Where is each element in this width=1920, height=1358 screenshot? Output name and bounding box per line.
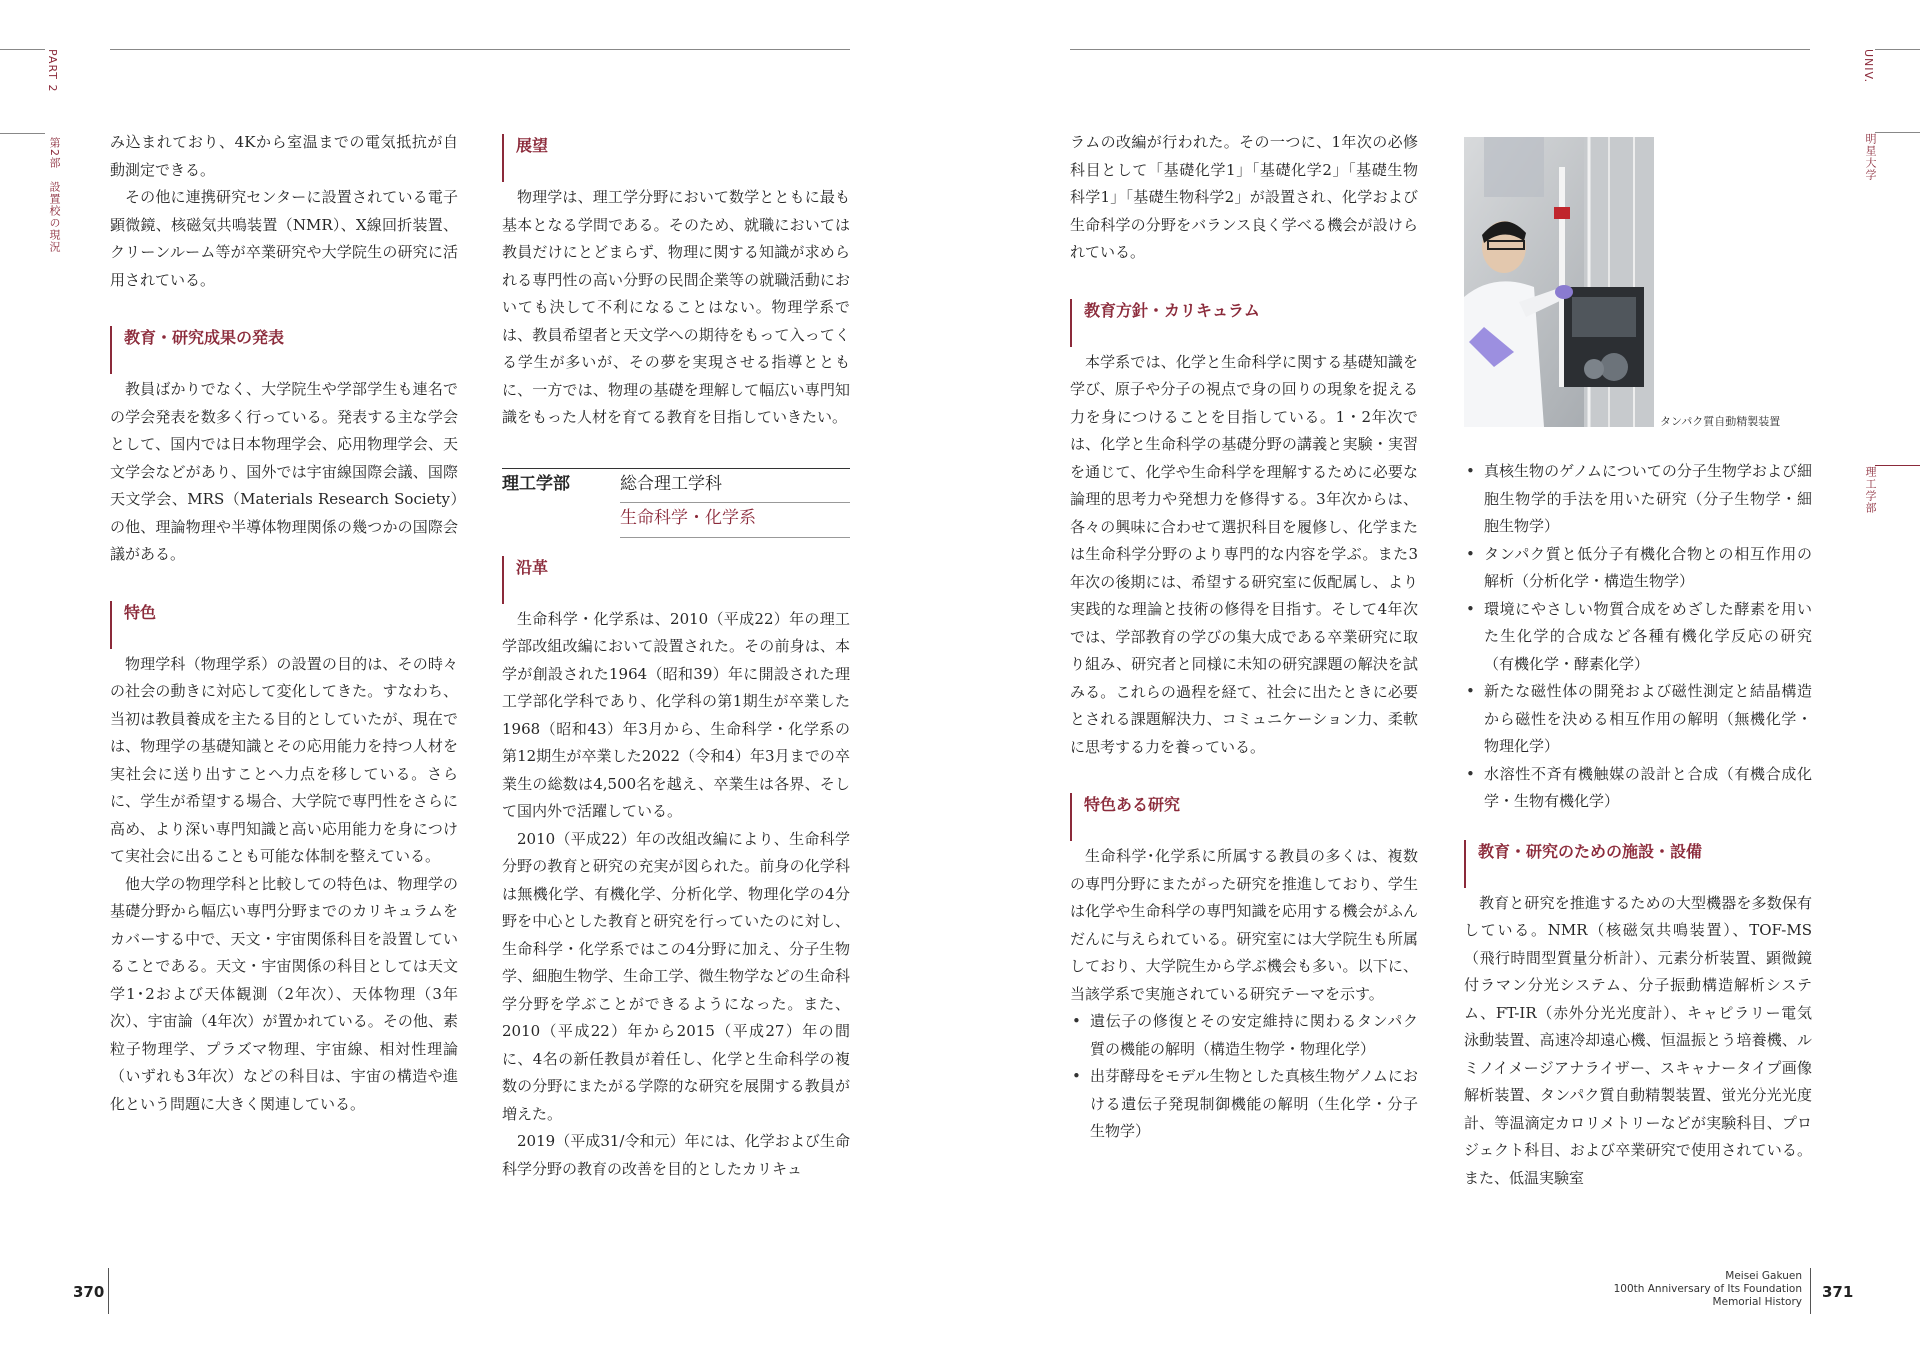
column-3 xyxy=(1070,129,1418,1146)
heading-history: 沿革 xyxy=(502,556,850,580)
column-1 xyxy=(110,129,458,1118)
list-item: • 環境にやさしい物質合成をめざした酵素を用いた生化学的合成など各種有機化学反応の研究（有機化学・酵素化学） xyxy=(1464,596,1812,679)
top-rule-left xyxy=(110,49,850,50)
footer-line-2: 100th Anniversary of Its Foundation xyxy=(1613,1283,1802,1295)
side-tick-right-top xyxy=(1875,49,1920,50)
lab-photo xyxy=(1464,137,1654,427)
paragraph-continued: ラムの改編が行われた。その一つに、1年次の必修科目として「基礎化学1」「基礎化学2」「基礎生物科学1」「基礎生物科学2」が設置され、化学および生命科学の分野をバランス良く学べる機会が設けられている。 xyxy=(1070,133,1418,261)
heading-policy: 教育方針・カリキュラム xyxy=(1070,299,1418,323)
dept-program: 生命科学・化学系 xyxy=(620,503,850,538)
paragraph-history-2: 2010（平成22）年の改組改編により、生命科学分野の教育と研究の充実が図られた。前身の化学科は無機化学、有機化学、分析化学、物理化学の4分野を中心とした教育と研究を行っていたのに対し、生命科学・化学系ではこの4分野に加え、分子生物学、細胞生物学、生命工学、微生物学などの生命科学分野を学ぶことができるようになった。また、2010（平成22）年から2015（平成27）年の間に、4名の新任教員が着任し、化学と生命科学の複数の分野にまたがる学際的な研究を展開する教員が増えた。 xyxy=(502,829,850,1123)
footer-line-3: Memorial History xyxy=(1712,1296,1802,1308)
univ-label: UNIV. xyxy=(1862,49,1875,84)
heading-research: 特色ある研究 xyxy=(1070,793,1418,817)
lab-photo-image xyxy=(1464,137,1654,427)
heading-presentation: 教育・研究成果の発表 xyxy=(110,326,458,350)
photo-caption: タンパク質自動精製装置 xyxy=(1660,415,1781,428)
dept-faculty: 理工学部 xyxy=(502,468,620,537)
paragraph-features-2: 他大学の物理学科と比較しての特色は、物理学の基礎分野から幅広い専門分野までのカリキュラムをカバーする中で、天文・宇宙関係科目を設置していることである。天文・宇宙関係の科目としては天文学1･2および天体観測（2年次）、天体物理（3年次）、宇宙論（4年次）が置かれている。その他、素粒子物理学、プラズマ物理、宇宙線、相対性理論（いずれも3年次）などの科目は、宇宙の構造や進化という問題に大きく関連している。 xyxy=(110,874,458,1113)
paragraph-outlook: 物理学は、理工学分野において数学とともに最も基本となる学問である。そのため、就職においては教員だけにとどまらず、物理に関する知識が求められる専門性の高い分野の民間企業等の就職活動においても決して不利になることはない。物理学系では、教員希望者と天文学への期待をもって入ってくる学生が多いが、その夢を実現させる指導とともに、一方では、物理の基礎を理解して幅広い専門知識をもった人材を育てる教育を目指していきたい。 xyxy=(502,188,850,426)
footer-book-title xyxy=(1614,1270,1802,1309)
paragraph-research: 生命科学･化学系に所属する教員の多くは、複数の専門分野にまたがった研究を推進しており、学生は化学や生命科学の専門知識を応用する機会がふんだんに与えられている。研究室には大学院生も所属しており、大学院生から学ぶ機会も多い。以下に、当該学系で実施されている研究テーマを示す。 xyxy=(1070,847,1418,1003)
column-4 xyxy=(1464,458,1812,1192)
research-list-1 xyxy=(1070,1008,1418,1146)
heading-facilities: 教育・研究のための施設・設備 xyxy=(1464,840,1812,864)
paragraph-features-1: 物理学科（物理学系）の設置の目的は、その時々の社会の動きに対応して変化してきた。すなわち、当初は教員養成を主たる目的としていたが、現在では、物理学の基礎知識とその応用能力を持つ人材を実社会に送り出すことへ力点を移している。さらに、学生が希望する場合、大学院で専門性をさらに高め、より深い専門知識と高い応用能力を身につけて実社会に出ることも可能な体制を整えている。 xyxy=(110,654,458,865)
page-number-left: 370 xyxy=(73,1283,105,1301)
part-label: PART 2 xyxy=(46,49,59,93)
univ-name-label: 明星大学 xyxy=(1864,133,1877,181)
footer-divider-left xyxy=(108,1268,109,1314)
list-item: • 新たな磁性体の開発および磁性測定と結晶構造から磁性を決める相互作用の解明（無機化学・物理化学） xyxy=(1464,678,1812,761)
top-rule-right xyxy=(1070,49,1810,50)
list-item: • 遺伝子の修復とその安定維持に関わるタンパク質の機能の解明（構造生物学・物理化学） xyxy=(1070,1008,1418,1063)
list-item: • 出芽酵母をモデル生物とした真核生物ゲノムにおける遺伝子発現制御機能の解明（生化学・分子生物学） xyxy=(1070,1063,1418,1146)
list-item: • 水溶性不斉有機触媒の設計と合成（有機合成化学・生物有機化学） xyxy=(1464,761,1812,816)
list-item: • タンパク質と低分子有機化合物との相互作用の解析（分析化学・構造生物学） xyxy=(1464,541,1812,596)
footer-divider-right xyxy=(1810,1268,1811,1314)
paragraph-history-1: 生命科学・化学系は、2010（平成22）年の理工学部改組改編において設置された。その前身は、本学が創設された1964（昭和39）年に開設された理工学部化学科であり、化学科の第1期生が卒業した1968（昭和43）年3月から、生命科学・化学系の第12期生が卒業した2022（令和4）年3月までの卒業生の総数は4,500名を越え、卒業生は各界、そして国内外で活躍している。 xyxy=(502,609,850,820)
column-2 xyxy=(502,129,850,1183)
side-tick-right-univ xyxy=(1875,132,1920,133)
paragraph-intro-2: その他に連携研究センターに設置されている電子顕微鏡、核磁気共鳴装置（NMR）、X線回折装置、クリーンルーム等が卒業研究や大学院生の研究に活用されている。 xyxy=(110,188,458,289)
side-tick-left-top xyxy=(0,49,45,50)
paragraph-intro: み込まれており、4Kから室温までの電気抵抗が自動測定できる。 xyxy=(110,133,458,179)
faculty-label: 理工学部 xyxy=(1864,466,1877,514)
page-number-right: 371 xyxy=(1822,1283,1854,1301)
side-tick-left-section xyxy=(0,133,45,134)
paragraph-facilities: 教育と研究を推進するための大型機器を多数保有している。NMR（核磁気共鳴装置）、TOF-MS（飛行時間型質量分析計）、元素分析装置、顕微鏡付ラマン分光システム、分子振動構造解析システム、FT-IR（赤外分光光度計）、キャピラリー電気泳動装置、高速冷却遠心機、恒温振とう培養機、ルミノイメージアナライザー、スキャナータイプ画像解析装置、タンパク質自動精製装置、蛍光分光光度計、等温滴定カロリメトリーなどが実験科目、プロジェクト科目、および卒業研究で使用されている。また、低温実験室 xyxy=(1464,893,1812,1187)
paragraph-history-3: 2019（平成31/令和元）年には、化学および生命科学分野の教育の改善を目的としたカリキュ xyxy=(502,1132,850,1178)
side-tick-right-faculty xyxy=(1875,465,1920,466)
paragraph-policy: 本学系では、化学と生命科学に関する基礎知識を学び、原子や分子の視点で身の回りの現象を捉える力を身につけることを目指している。1・2年次では、化学と生命科学の基礎分野の講義と実験・実習を通じて、化学や生命科学を理解するために必要な論理的思考力や発想力を修得する。3年次からは、各々の興味に合わせて選択科目を履修し、化学または生命科学分野のより専門的な内容を学ぶ。また3年次の後期には、希望する研究室に仮配属し、より実践的な理論と技術の修得を目指す。そして4年次では、学部教育の学びの集大成である卒業研究に取り組み、研究者と同様に未知の研究課題の解決を試みる。これらの過程を経て、社会に出たときに必要とされる課題解決力、コミュニケーション力、柔軟に思考する力を養っている。 xyxy=(1070,352,1418,756)
heading-features: 特色 xyxy=(110,601,458,625)
dept-course: 総合理工学科 xyxy=(620,468,850,503)
research-list-2 xyxy=(1464,458,1812,816)
list-item: • 真核生物のゲノムについての分子生物学および細胞生物学的手法を用いた研究（分子生物学・細胞生物学） xyxy=(1464,458,1812,541)
section-label: 第2部 設置校の現況 xyxy=(48,137,61,253)
department-table xyxy=(502,468,850,538)
footer-line-1: Meisei Gakuen xyxy=(1725,1270,1802,1282)
heading-outlook: 展望 xyxy=(502,134,850,158)
paragraph-presentation: 教員ばかりでなく、大学院生や学部学生も連名での学会発表を数多く行っている。発表する主な学会として、国内では日本物理学会、応用物理学会、天文学会などがあり、国外では宇宙線国際会議、国際天文学会、MRS（Materials Research Society）の他、理論物理や半導体物理関係の幾つかの国際会議がある。 xyxy=(110,380,458,563)
